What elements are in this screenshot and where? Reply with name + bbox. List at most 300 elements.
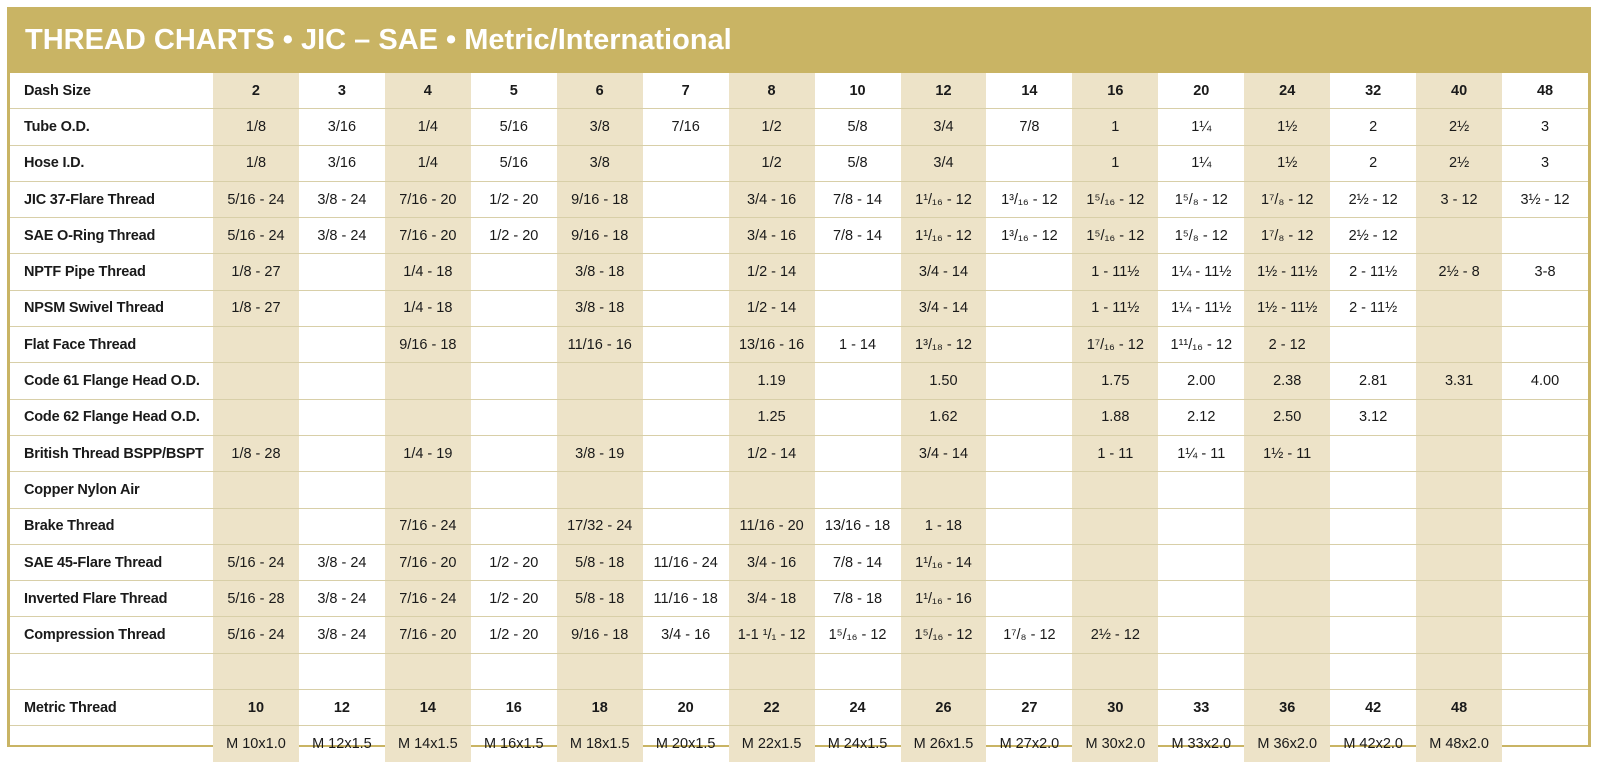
table-cell: 3.31 [1416, 363, 1502, 399]
table-cell [299, 363, 385, 399]
table-cell: M 16x1.5 [483, 735, 544, 752]
table-cell: 1³/₁₆ - 12 [986, 181, 1072, 217]
table-cell [1158, 617, 1244, 653]
table-cell: 3/16 [299, 109, 385, 145]
table-cell: 1/2 - 20 [471, 617, 557, 653]
table-cell [385, 653, 471, 689]
table-cell [471, 254, 557, 290]
table-cell [471, 399, 557, 435]
table-cell: 7/8 - 14 [815, 218, 901, 254]
table-cell: 3½ - 12 [1502, 181, 1588, 217]
table-cell: 1½ - 11½ [1244, 254, 1330, 290]
table-cell: 6 [557, 73, 643, 109]
table-cell [1416, 290, 1502, 326]
table-cell [1416, 327, 1502, 363]
table-cell [643, 472, 729, 508]
table-cell: 2.81 [1330, 363, 1416, 399]
table-cell: 7/16 - 20 [385, 181, 471, 217]
row-label: NPSM Swivel Thread [10, 290, 213, 326]
table-cell: 7/8 - 18 [815, 581, 901, 617]
row-label: SAE O-Ring Thread [10, 218, 213, 254]
table-cell: 1¼ [1158, 145, 1244, 181]
table-cell: 1/2 [729, 109, 815, 145]
table-row [10, 218, 1588, 254]
thread-table-wrapper [10, 73, 1588, 752]
table-cell: 7/8 - 14 [815, 544, 901, 580]
table-cell [299, 435, 385, 471]
table-cell: 1 - 11 [1072, 435, 1158, 471]
table-cell [729, 472, 815, 508]
table-cell [1416, 435, 1502, 471]
table-cell: 1 - 11½ [1072, 254, 1158, 290]
table-cell: M 36x2.0 [1244, 726, 1330, 762]
table-cell [471, 508, 557, 544]
table-cell [471, 290, 557, 326]
row-label: Compression Thread [10, 617, 213, 653]
table-cell [1416, 617, 1502, 653]
table-cell [1244, 508, 1330, 544]
table-cell [643, 145, 729, 181]
table-cell: 7/16 [643, 109, 729, 145]
table-cell: 22 [729, 690, 815, 726]
table-cell: 20 [643, 690, 729, 726]
table-cell [643, 399, 729, 435]
table-cell: 2½ - 12 [1330, 218, 1416, 254]
table-cell: 3/8 [557, 109, 643, 145]
table-cell: 12 [299, 690, 385, 726]
table-cell: 5/16 [471, 145, 557, 181]
table-cell: 16 [471, 690, 557, 726]
table-cell [213, 508, 299, 544]
table-cell: 42 [1330, 690, 1416, 726]
table-cell: 14 [986, 73, 1072, 109]
table-cell: 1.50 [901, 363, 987, 399]
table-cell: 1.19 [729, 363, 815, 399]
table-cell [815, 399, 901, 435]
table-cell: 1½ [1244, 145, 1330, 181]
table-cell: M 33x2.0 [1171, 735, 1232, 752]
table-cell: 1⁵/₈ - 12 [1158, 181, 1244, 217]
table-row [10, 726, 1588, 762]
table-cell: M 10x1.0 [213, 726, 299, 762]
table-cell: 7/16 - 20 [385, 617, 471, 653]
table-cell [1502, 435, 1588, 471]
table-cell: 1/4 - 18 [385, 254, 471, 290]
table-cell: 27 [986, 690, 1072, 726]
table-cell [1502, 653, 1588, 689]
table-cell: 2½ - 12 [1330, 181, 1416, 217]
row-label: Metric Thread [10, 690, 213, 726]
thread-table [10, 73, 1588, 762]
table-cell: 48 [1502, 73, 1588, 109]
table-cell: 3 [1502, 145, 1588, 181]
table-cell: 3/4 - 16 [729, 544, 815, 580]
table-cell: 1⁷/₁₆ - 12 [1072, 327, 1158, 363]
table-cell: 40 [1416, 73, 1502, 109]
table-cell: 9/16 - 18 [557, 181, 643, 217]
table-row [10, 472, 1588, 508]
table-cell: 3/8 - 24 [299, 181, 385, 217]
table-cell [299, 290, 385, 326]
table-cell: 9/16 - 18 [385, 327, 471, 363]
table-cell: 1 [1072, 109, 1158, 145]
table-cell: M 24x1.5 [827, 735, 888, 752]
table-row [10, 109, 1588, 145]
table-cell: 18 [557, 690, 643, 726]
thread-chart-frame [7, 7, 1591, 752]
table-cell: 1.88 [1072, 399, 1158, 435]
table-cell [213, 363, 299, 399]
table-cell [1416, 581, 1502, 617]
table-cell: 1¹¹/₁₆ - 12 [1158, 327, 1244, 363]
table-cell: 3/4 [901, 109, 987, 145]
table-cell: 2 [1330, 109, 1416, 145]
table-cell: 1½ - 11 [1244, 435, 1330, 471]
table-row [10, 363, 1588, 399]
table-cell: 5/16 - 28 [213, 581, 299, 617]
table-cell [299, 508, 385, 544]
table-cell: 1¹/₁₆ - 16 [901, 581, 987, 617]
table-cell [471, 653, 557, 689]
table-cell: 1⁷/₈ - 12 [1244, 218, 1330, 254]
table-cell: 5/8 - 18 [557, 581, 643, 617]
table-cell: 12 [901, 73, 987, 109]
table-row [10, 544, 1588, 580]
table-cell: 13/16 - 16 [729, 327, 815, 363]
table-cell: 3/8 - 24 [299, 544, 385, 580]
table-cell: 1/8 - 28 [213, 435, 299, 471]
row-label: SAE 45-Flare Thread [10, 544, 213, 580]
table-cell: 3-8 [1502, 254, 1588, 290]
table-cell: 7/8 [986, 109, 1072, 145]
table-cell: 1/2 - 20 [471, 218, 557, 254]
table-cell: 1⁵/₈ - 12 [1158, 218, 1244, 254]
table-cell [1072, 508, 1158, 544]
table-cell: 1⁵/₁₆ - 12 [1072, 181, 1158, 217]
table-cell: 7/16 - 24 [385, 508, 471, 544]
table-cell: 5/16 - 24 [213, 544, 299, 580]
table-cell [901, 472, 987, 508]
table-cell: 2.00 [1158, 363, 1244, 399]
table-cell [986, 363, 1072, 399]
table-cell: 1/2 - 20 [471, 181, 557, 217]
table-cell [385, 472, 471, 508]
table-cell: M 14x1.5 [385, 726, 471, 762]
table-cell [1502, 617, 1588, 653]
table-cell: M 26x1.5 [901, 726, 987, 762]
table-cell: 3.12 [1330, 399, 1416, 435]
table-cell [643, 508, 729, 544]
table-cell: 1⁵/₁₆ - 12 [815, 617, 901, 653]
table-cell [213, 399, 299, 435]
table-cell [557, 653, 643, 689]
table-cell: 3/8 - 18 [557, 254, 643, 290]
table-cell [1502, 399, 1588, 435]
table-cell [1072, 472, 1158, 508]
table-cell [1330, 327, 1416, 363]
table-cell: 3/4 - 16 [729, 218, 815, 254]
table-cell [299, 472, 385, 508]
table-cell [986, 435, 1072, 471]
table-cell [643, 653, 729, 689]
table-cell [471, 363, 557, 399]
table-cell: 3/4 - 16 [729, 181, 815, 217]
row-label: Tube O.D. [10, 109, 213, 145]
table-cell [1072, 581, 1158, 617]
table-cell: 2½ [1416, 109, 1502, 145]
table-cell [643, 363, 729, 399]
table-cell: 2 - 11½ [1330, 254, 1416, 290]
table-cell: 1¼ - 11 [1158, 435, 1244, 471]
table-cell [1330, 544, 1416, 580]
table-cell [1502, 690, 1588, 726]
table-cell: 1/8 [213, 109, 299, 145]
table-cell [1502, 472, 1588, 508]
table-cell: 3/4 - 14 [901, 435, 987, 471]
table-cell: 4 [385, 73, 471, 109]
table-cell: 3 [1502, 109, 1588, 145]
table-cell [385, 399, 471, 435]
row-label: Code 62 Flange Head O.D. [10, 399, 213, 435]
table-cell: 1-1 ¹/₁ - 12 [729, 617, 815, 653]
table-row [10, 254, 1588, 290]
table-cell: 1/8 - 27 [213, 254, 299, 290]
table-cell: 1⁵/₁₆ - 12 [901, 617, 987, 653]
table-cell: 2 - 12 [1244, 327, 1330, 363]
table-cell: M 48x2.0 [1416, 726, 1502, 762]
table-cell: 1¼ - 11½ [1158, 290, 1244, 326]
table-cell: 1³/₁₆ - 12 [986, 218, 1072, 254]
table-cell [1072, 653, 1158, 689]
table-cell: 26 [901, 690, 987, 726]
table-cell: 1/4 - 18 [385, 290, 471, 326]
table-row [10, 181, 1588, 217]
table-cell: 1 - 14 [815, 327, 901, 363]
table-cell: 3/16 [299, 145, 385, 181]
table-cell [643, 290, 729, 326]
table-cell: 7/16 - 20 [385, 544, 471, 580]
table-cell: 11/16 - 20 [729, 508, 815, 544]
table-cell [471, 327, 557, 363]
table-cell: 4.00 [1502, 363, 1588, 399]
table-cell: 1½ [1244, 109, 1330, 145]
table-cell [1072, 544, 1158, 580]
table-cell: 16 [1072, 73, 1158, 109]
table-cell: 3/8 - 24 [299, 617, 385, 653]
row-label: JIC 37-Flare Thread [10, 181, 213, 217]
table-cell: 1¹/₁₆ - 12 [901, 181, 987, 217]
table-cell [815, 290, 901, 326]
table-cell: 20 [1158, 73, 1244, 109]
table-cell: 11/16 - 16 [557, 327, 643, 363]
table-cell [213, 327, 299, 363]
table-cell [1244, 653, 1330, 689]
dash-size-row [10, 73, 1588, 109]
row-label: NPTF Pipe Thread [10, 254, 213, 290]
table-cell [471, 435, 557, 471]
table-cell: 3/8 - 24 [299, 218, 385, 254]
table-cell: M 18x1.5 [557, 726, 643, 762]
table-cell: 2.12 [1158, 399, 1244, 435]
table-cell: M 20x1.5 [655, 735, 716, 752]
table-cell [1158, 544, 1244, 580]
table-cell: M 27x2.0 [999, 735, 1060, 752]
table-cell [1416, 544, 1502, 580]
table-cell: 1 [1072, 145, 1158, 181]
table-cell: 33 [1158, 690, 1244, 726]
table-cell [1416, 399, 1502, 435]
table-cell: 3/4 [901, 145, 987, 181]
table-cell: 2 - 11½ [1330, 290, 1416, 326]
table-cell [299, 653, 385, 689]
table-row [10, 290, 1588, 326]
row-label [10, 653, 213, 689]
table-cell: 2½ - 8 [1416, 254, 1502, 290]
table-cell [1330, 617, 1416, 653]
table-cell [815, 653, 901, 689]
table-cell: 3/8 - 24 [299, 581, 385, 617]
table-cell: 1¹/₁₆ - 12 [901, 218, 987, 254]
table-cell: 1¼ - 11½ [1158, 254, 1244, 290]
table-cell [1330, 435, 1416, 471]
table-cell [1330, 581, 1416, 617]
table-cell: 32 [1330, 73, 1416, 109]
table-cell: 5/16 - 24 [213, 218, 299, 254]
table-cell [1502, 581, 1588, 617]
row-label: Inverted Flare Thread [10, 581, 213, 617]
table-cell [1502, 726, 1588, 762]
table-cell [1330, 508, 1416, 544]
row-label: Brake Thread [10, 508, 213, 544]
table-cell [1330, 653, 1416, 689]
table-cell [1502, 508, 1588, 544]
table-cell [1502, 290, 1588, 326]
table-row [10, 327, 1588, 363]
table-cell: 1⁵/₁₆ - 12 [1072, 218, 1158, 254]
table-cell: 1.62 [901, 399, 987, 435]
table-cell: 2½ [1416, 145, 1502, 181]
table-cell: 1/8 - 27 [213, 290, 299, 326]
row-label: Code 61 Flange Head O.D. [10, 363, 213, 399]
metric-thread-row [10, 690, 1588, 726]
table-cell [901, 653, 987, 689]
table-row [10, 617, 1588, 653]
table-cell [815, 363, 901, 399]
table-cell [1416, 653, 1502, 689]
table-cell: 1¹/₁₆ - 14 [901, 544, 987, 580]
table-cell: 3/8 - 19 [557, 435, 643, 471]
row-label: Hose I.D. [10, 145, 213, 181]
table-cell [299, 327, 385, 363]
chart-title: THREAD CHARTS • JIC – SAE • Metric/International [25, 23, 732, 56]
table-cell [643, 218, 729, 254]
table-cell: 48 [1416, 690, 1502, 726]
table-cell: 3/4 - 14 [901, 254, 987, 290]
table-cell [815, 435, 901, 471]
table-cell: 3/4 - 14 [901, 290, 987, 326]
table-cell: 1/2 - 20 [471, 581, 557, 617]
table-cell [1416, 218, 1502, 254]
table-cell [986, 544, 1072, 580]
table-cell: 1.75 [1072, 363, 1158, 399]
table-row [10, 435, 1588, 471]
table-cell [299, 254, 385, 290]
table-cell [557, 363, 643, 399]
table-cell: M 30x2.0 [1072, 726, 1158, 762]
table-cell: M 22x1.5 [729, 726, 815, 762]
table-cell: 1/2 - 14 [729, 435, 815, 471]
table-cell [986, 653, 1072, 689]
table-cell: 1/4 [385, 145, 471, 181]
blank-row [10, 653, 1588, 689]
table-cell: 5/16 - 24 [213, 617, 299, 653]
table-cell [815, 472, 901, 508]
table-cell [1158, 472, 1244, 508]
table-cell: 5/8 [815, 109, 901, 145]
table-cell: 5 [471, 73, 557, 109]
table-cell [213, 653, 299, 689]
table-cell: 7/8 - 14 [815, 181, 901, 217]
table-cell: 11/16 - 24 [643, 544, 729, 580]
table-cell [1502, 327, 1588, 363]
table-cell [986, 145, 1072, 181]
table-cell: 1/8 [213, 145, 299, 181]
table-cell: 2 [213, 73, 299, 109]
row-label: Dash Size [10, 73, 213, 109]
table-cell [643, 181, 729, 217]
row-label: Copper Nylon Air [10, 472, 213, 508]
table-cell: 7/16 - 24 [385, 581, 471, 617]
table-row [10, 581, 1588, 617]
table-cell [986, 327, 1072, 363]
table-cell [1502, 544, 1588, 580]
table-cell: 14 [385, 690, 471, 726]
table-cell: 5/8 - 18 [557, 544, 643, 580]
table-cell [557, 399, 643, 435]
table-cell [643, 254, 729, 290]
table-cell: 1/4 [385, 109, 471, 145]
table-cell: 13/16 - 18 [815, 508, 901, 544]
table-cell: 1/2 - 14 [729, 254, 815, 290]
table-cell: 7 [643, 73, 729, 109]
table-cell [1158, 581, 1244, 617]
table-cell: 9/16 - 18 [557, 218, 643, 254]
table-cell: 2.38 [1244, 363, 1330, 399]
table-cell [557, 472, 643, 508]
table-cell: 2 [1330, 145, 1416, 181]
table-cell [729, 653, 815, 689]
table-cell [1244, 617, 1330, 653]
table-cell: 3 [299, 73, 385, 109]
table-cell: 1/2 - 14 [729, 290, 815, 326]
table-cell: 1½ - 11½ [1244, 290, 1330, 326]
table-cell: 1/2 - 20 [471, 544, 557, 580]
table-cell: 30 [1072, 690, 1158, 726]
table-cell [986, 508, 1072, 544]
table-cell [986, 472, 1072, 508]
table-cell: 3/4 - 18 [729, 581, 815, 617]
table-cell: 1⁷/₈ - 12 [1244, 181, 1330, 217]
table-cell: 1 - 18 [901, 508, 987, 544]
table-cell [1158, 508, 1244, 544]
table-cell: 5/16 - 24 [213, 181, 299, 217]
table-cell: 5/8 [815, 145, 901, 181]
table-cell: 1.25 [729, 399, 815, 435]
table-cell [471, 472, 557, 508]
table-cell [1244, 544, 1330, 580]
table-cell [385, 363, 471, 399]
table-cell: 3/4 - 16 [643, 617, 729, 653]
